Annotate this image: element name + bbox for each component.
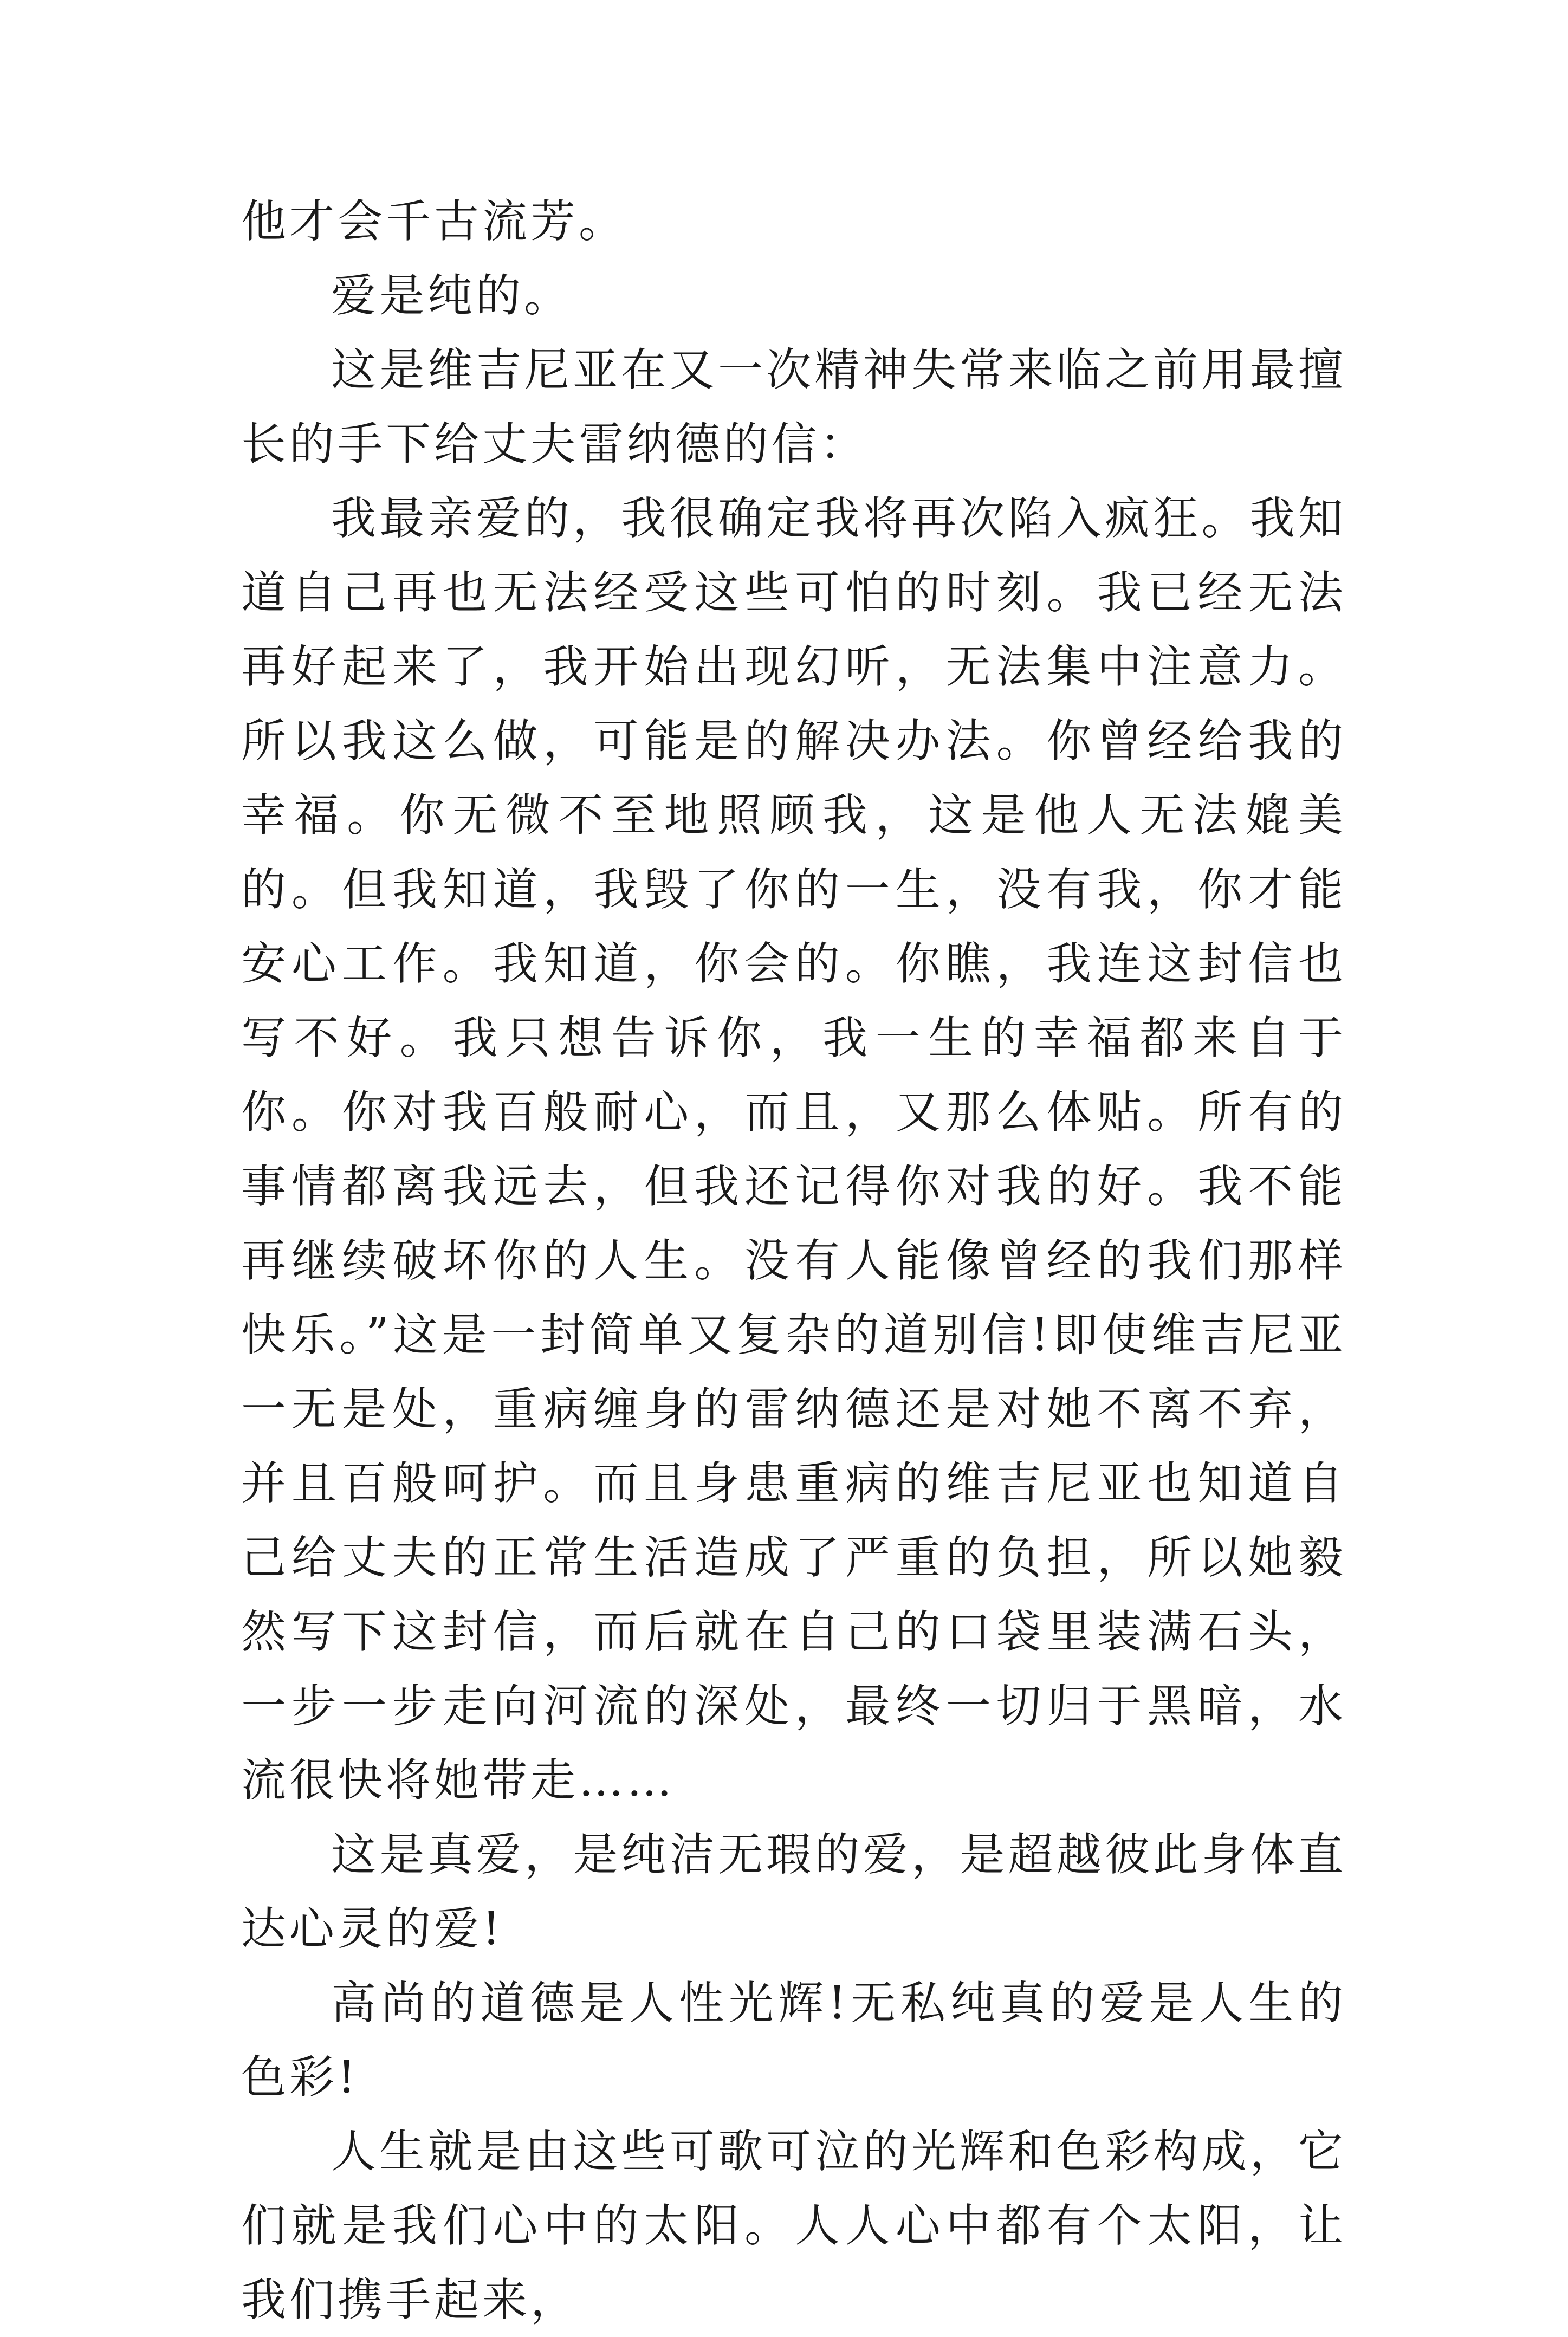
paragraph-6: 高尚的道德是人性光辉!无私纯真的爱是人生的色彩! <box>241 1977 1346 2103</box>
paragraph-7: 人生就是由这些可歌可泣的光辉和色彩构成，它们就是我们心中的太阳。人人心中都有个太阳，让我们携手起来， <box>241 2125 1346 2326</box>
paragraph-3: 这是维吉尼亚在又一次精神失常来临之前用最擅长的手下给丈夫雷纳德的信： <box>241 344 1346 470</box>
paragraph-2: 爱是纯的。 <box>331 269 572 322</box>
paragraph-4-letter: 我最亲爱的，我很确定我将再次陷入疯狂。我知道自己再也无法经受这些可怕的时刻。我已经无法再好起来了，我开始出现幻听，无法集中注意力。所以我这么做，可能是的解决办法。你曾经给我的幸福。你无微不至地照顾我，这是他人无法媲美的。但我知道，我毁了你的一生，没有我，你才能安心工作。我知道，你会的。你瞧，我连这封信也写不好。我只想告诉你，我一生的幸福都来自于你。你对我百般耐心，而且，又那么体贴。所有的事情都离我远去，但我还记得你对我的好。我不能再继续破坏你的人生。没有人能像曾经的我们那样快乐。”这是一封简单又复杂的道别信!即使维吉尼亚一无是处，重病缠身的雷纳德还是对她不离不弃，并且百般呵护。而且身患重病的维吉尼亚也知道自己给丈夫的正常生活造成了严重的负担，所以她毅然写下这封信，而后就在自己的口袋里装满石头，一步一步走向河流的深处，最终一切归于黑暗，水流很快将她带走…… <box>241 492 1346 1807</box>
paragraph-5: 这是真爱，是纯洁无瑕的爱，是超越彼此身体直达心灵的爱! <box>241 1828 1346 1955</box>
body-text <box>241 184 1346 2337</box>
paragraph-1: 他才会千古流芳。 <box>241 195 627 248</box>
